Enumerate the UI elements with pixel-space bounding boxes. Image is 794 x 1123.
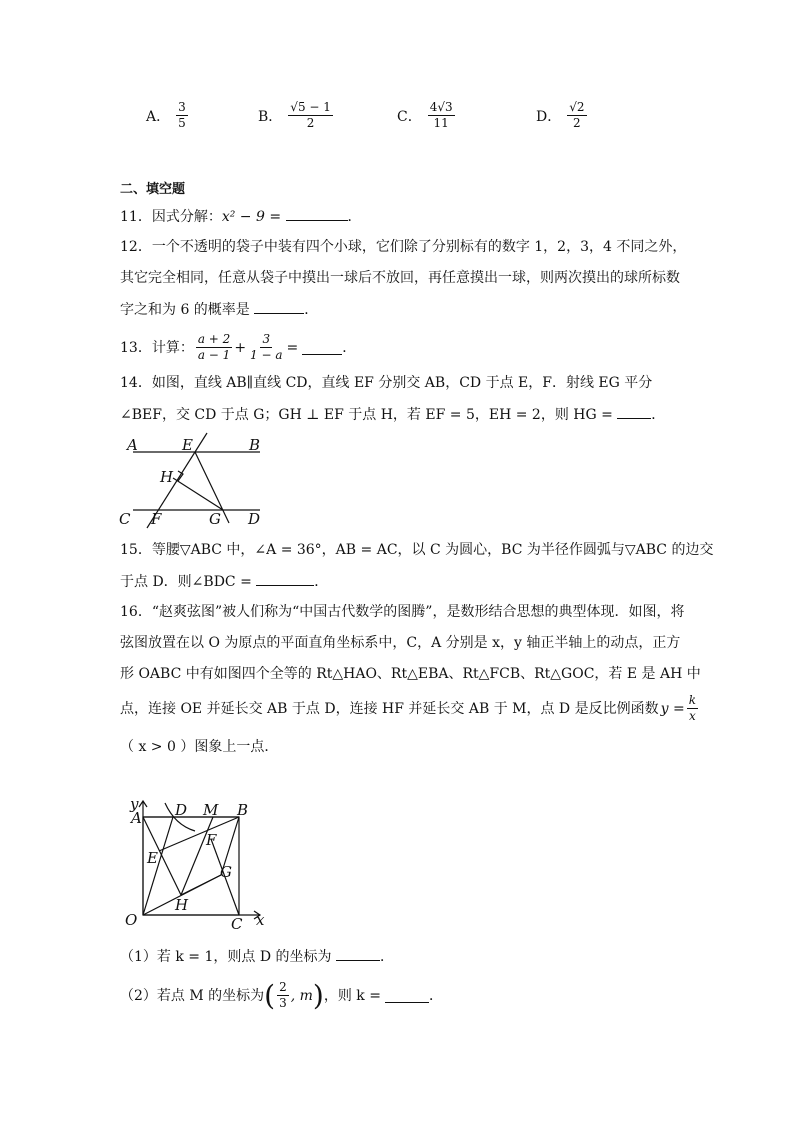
question-14-line2: ∠BEF，交 CD 于点 G；GH ⊥ EF 于点 H，若 EF = 5，EH = 2，则 HG = ． — [120, 404, 665, 425]
question-16-part2: （2）若点 M 的坐标为 ( $\frac{2}{3}$ , m ) ，则 k = ． — [120, 978, 443, 1012]
question-16-line4: 点，连接 OE 并延长交 AB 于点 D，连接 HF 并延长交 AB 于 M，点 D 是反比例函数 y = $\frac{k}{x}$ — [120, 693, 696, 723]
label-a: A — [131, 809, 142, 827]
figure-14 — [115, 428, 275, 533]
question-16-line3: 形 OABC 中有如图四个全等的 Rt△HAO、Rt△EBA、Rt△FCB、Rt△GOC，若 E 是 AH 中 — [120, 666, 701, 682]
m-x-fraction: $\frac{2}{3}$ — [279, 980, 287, 1010]
option-b: B． $\frac{√5 - 1}{2}$ — [258, 100, 331, 130]
q13-fraction-1: $\frac{a + 2}{a - 1}$ — [197, 332, 231, 362]
left-paren: ( — [264, 978, 276, 1012]
question-16-line1: 16．“赵爽弦图”被人们称为“中国古代数学的图腾”，是数形结合思想的典型体现．如图，将 — [120, 604, 685, 620]
label-a: A — [127, 436, 138, 454]
label-x: x — [256, 911, 265, 929]
section-title: 二、填空题 — [120, 182, 186, 197]
label-b: B — [237, 801, 249, 819]
question-14-line1: 14．如图，直线 AB∥直线 CD，直线 EF 分别交 AB，CD 于点 E，F．射线 EG 平分 — [120, 375, 653, 391]
question-11: 11．因式分解：x² − 9 = ． — [120, 206, 362, 227]
label-y: y — [130, 795, 139, 813]
segment-hm — [181, 817, 213, 895]
label-d: D — [175, 801, 188, 819]
question-16-line5: （ x > 0 ）图象上一点． — [120, 739, 279, 755]
option-d-fraction: $\frac{√2}{2}$ — [569, 100, 585, 130]
label-m: M — [203, 801, 219, 819]
answer-blank-16-2[interactable] — [385, 988, 429, 1003]
label-g: G — [220, 863, 232, 881]
question-16-part1: （1）若 k = 1，则点 D 的坐标为 ． — [120, 946, 394, 967]
option-d: D． $\frac{√2}{2}$ — [536, 100, 585, 130]
question-12-line3: 字之和为 6 的概率是 ． — [120, 299, 318, 320]
label-h: H — [160, 468, 174, 486]
option-a: A． $\frac{3}{5}$ — [146, 100, 186, 130]
inverse-function-fraction: $\frac{k}{x}$ — [688, 693, 696, 723]
label-f: F — [206, 831, 217, 849]
label-f: F — [151, 510, 162, 528]
question-16-line2: 弦图放置在以 O 为原点的平面直角坐标系中，C，A 分别是 x，y 轴正半轴上的动点，正方 — [120, 635, 681, 651]
option-c: C． $\frac{4√3}{11}$ — [397, 100, 453, 130]
label-o: O — [125, 911, 138, 929]
right-paren: ) — [312, 978, 324, 1012]
answer-blank-15[interactable] — [256, 571, 314, 586]
label-e: E — [182, 436, 193, 454]
answer-blank-13[interactable] — [302, 340, 342, 355]
label-c: C — [231, 915, 243, 933]
label-b: B — [249, 436, 261, 454]
question-12-line1: 12．一个不透明的袋子中装有四个小球，它们除了分别标有的数字 1，2，3，4 不同之外， — [120, 239, 687, 255]
label-d: D — [248, 510, 261, 528]
answer-blank-16-1[interactable] — [336, 946, 380, 961]
question-15-line1: 15．等腰▽ABC 中，∠A = 36°，AB = AC，以 C 为圆心，BC 为半径作圆弧与▽ABC 的边交 — [120, 542, 714, 558]
answer-blank-11[interactable] — [286, 206, 348, 221]
label-h: H — [175, 896, 189, 914]
label-e: E — [147, 849, 158, 867]
question-15-line2: 于点 D．则∠BDC = ． — [120, 571, 328, 592]
option-c-fraction: $\frac{4√3}{11}$ — [429, 100, 453, 130]
label-g: G — [209, 510, 221, 528]
figure-16 — [125, 795, 275, 935]
answer-blank-14[interactable] — [617, 404, 651, 419]
segment-hg — [181, 875, 221, 895]
option-b-fraction: $\frac{√5 - 1}{2}$ — [290, 100, 331, 130]
question-12-line2: 其它完全相同，任意从袋子中摸出一球后不放回，再任意摸出一球，则两次摸出的球所标数 — [120, 270, 680, 286]
q13-fraction-2: $\frac{3}{1 - a}$ — [250, 332, 283, 362]
answer-blank-12[interactable] — [254, 299, 304, 314]
option-a-fraction: $\frac{3}{5}$ — [178, 100, 186, 130]
label-c: C — [119, 510, 131, 528]
question-13: 13．计算： $\frac{a + 2}{a - 1}$ + $\frac{3}{1 - a}$ = ． — [120, 332, 357, 362]
